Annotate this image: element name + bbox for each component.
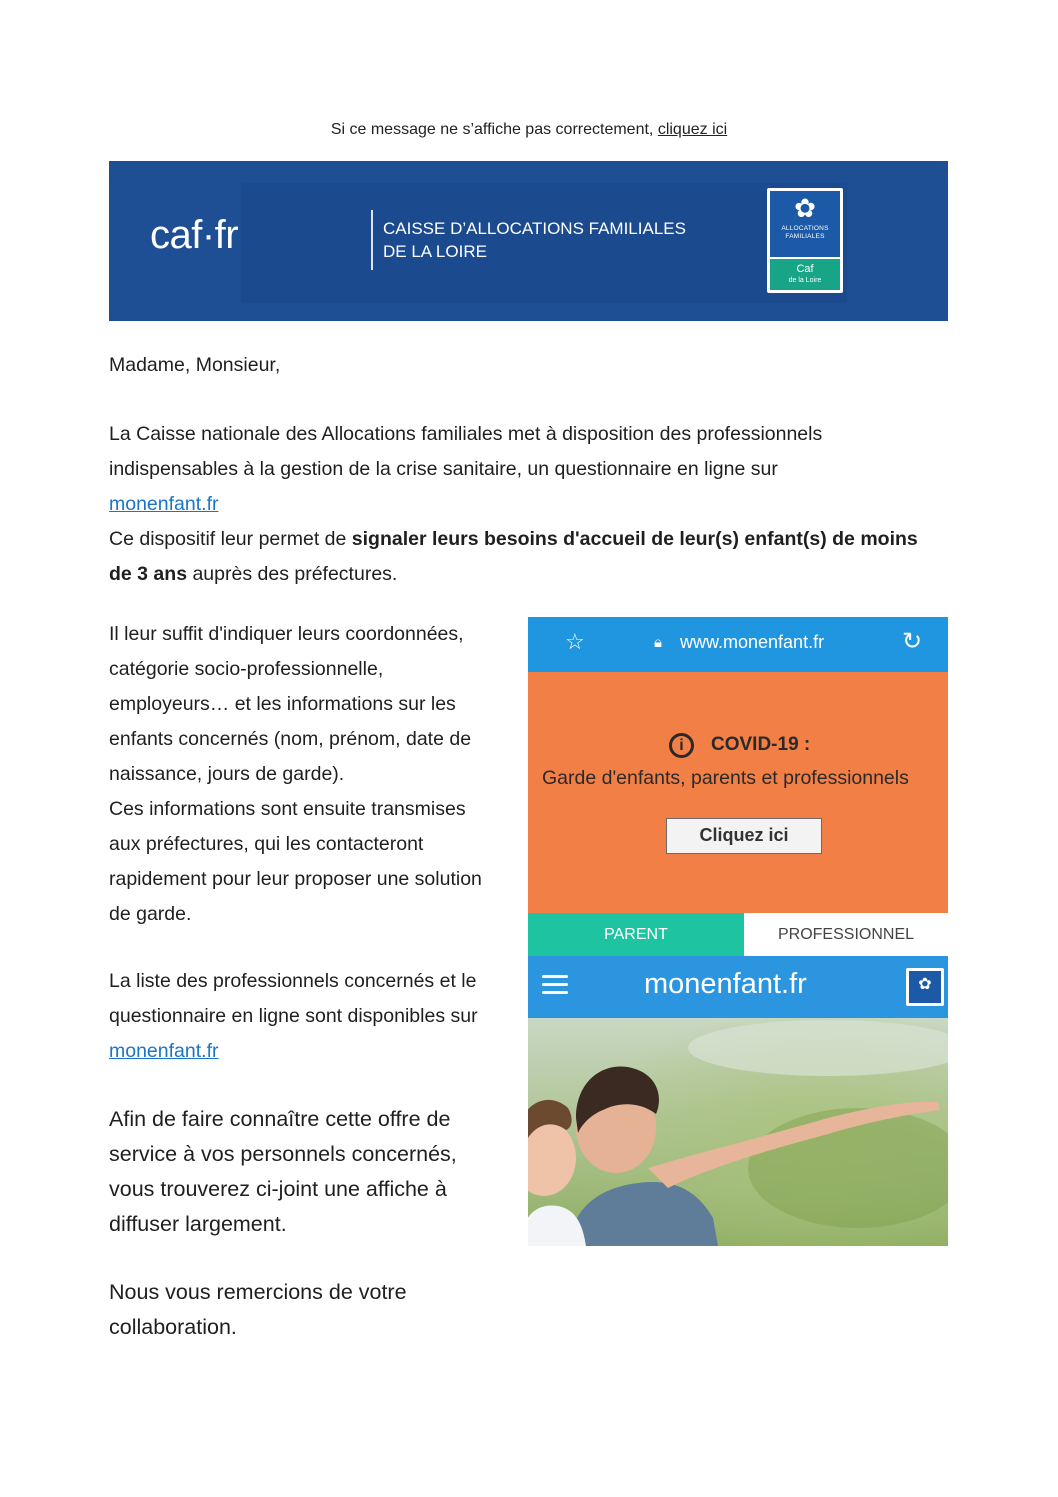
tab-professionnel: PROFESSIONNEL (744, 913, 948, 956)
paragraph-thanks (109, 1275, 524, 1345)
paragraph-details (109, 617, 524, 932)
p2-post: auprès des préfectures. (187, 563, 398, 585)
preview-notice (0, 121, 1058, 139)
monenfant-link[interactable]: monenfant.fr (109, 493, 219, 515)
poster-line: vous trouverez ci-joint une affiche à (109, 1177, 447, 1201)
caf-title-line2: DE LA LOIRE (383, 242, 487, 261)
emblem-line2: FAMILIALES (785, 233, 825, 240)
info-icon: i (669, 733, 694, 758)
view-online-link[interactable]: cliquez ici (657, 121, 728, 138)
site-logo-text: monenfant.fr (644, 968, 807, 1000)
details-line: de garde. (109, 903, 192, 925)
reload-icon: ↻ (902, 628, 923, 655)
details-line: naissance, jours de garde). (109, 763, 345, 785)
caf-title-line1: CAISSE D’ALLOCATIONS FAMILIALES (383, 219, 686, 238)
details-line: aux préfectures, qui les contacteront (109, 833, 424, 855)
thanks-line: collaboration. (109, 1315, 237, 1339)
poster-line: Afin de faire connaître cette offre de (109, 1107, 451, 1131)
greeting: Madame, Monsieur, (109, 354, 281, 376)
details-line: enfants concernés (nom, prénom, date de (109, 728, 472, 750)
covid-banner (528, 672, 948, 913)
audience-tabs (528, 913, 948, 956)
emblem-line1: ALLOCATIONS (781, 225, 829, 232)
children-photo (528, 1018, 948, 1246)
star-icon: ☆ (565, 629, 585, 654)
paragraph-intro (109, 417, 939, 592)
emblem-blue-block (770, 191, 840, 257)
details-line: Il leur suffit d'indiquer leurs coordonnées, (109, 623, 464, 645)
thanks-line: Nous vous remercions de votre (109, 1280, 407, 1304)
browser-url-bar (528, 617, 948, 672)
intro-text: La Caisse nationale des Allocations familiales met à disposition des professionnels indispensables à la gestion de la crise sanitaire, un questionnaire en ligne sur (109, 423, 823, 480)
emblem-caf: Caf (796, 263, 814, 275)
site-nav-bar (528, 956, 948, 1018)
paragraph-poster (109, 1102, 524, 1242)
emblem-sub: de la Loire (788, 277, 822, 284)
logo-divider (371, 210, 373, 270)
lock-icon: 🔒︎ (654, 634, 662, 651)
tab-parent: PARENT (528, 913, 744, 956)
poster-line: diffuser largement. (109, 1212, 287, 1236)
caf-logo-icon: ✿ (906, 968, 944, 1006)
caf-fr-logo: caf·fr (150, 213, 239, 257)
details-line: Ces informations sont ensuite transmises (109, 798, 466, 820)
covid-title: COVID-19 : (711, 734, 811, 755)
list-line: questionnaire en ligne sont disponibles sur (109, 1005, 478, 1027)
monenfant-link-2[interactable]: monenfant.fr (109, 1040, 219, 1062)
caf-emblem-logo (767, 188, 843, 293)
covid-subtitle: Garde d'enfants, parents et professionnels (542, 767, 909, 789)
url-text: www.monenfant.fr (680, 632, 825, 652)
covid-cta-button: Cliquez ici (666, 818, 822, 854)
list-line: La liste des professionnels concernés et le (109, 970, 477, 992)
paragraph-list (109, 964, 524, 1069)
details-line: catégorie socio-professionnelle, (109, 658, 384, 680)
caf-title (383, 217, 686, 263)
emblem-green-block (770, 259, 840, 290)
poster-line: service à vos personnels concernés, (109, 1142, 457, 1166)
monenfant-screenshot[interactable] (528, 617, 948, 1246)
menu-icon (542, 975, 568, 999)
details-line: rapidement pour leur proposer une solution (109, 868, 482, 890)
p2-pre: Ce dispositif leur permet de (109, 528, 352, 550)
notice-text: Si ce message ne s’affiche pas correctement, (330, 121, 654, 138)
family-icon: ✿ (794, 193, 816, 223)
details-line: employeurs… et les informations sur les (109, 693, 456, 715)
p2-bold: signaler leurs besoins d'accueil de leur(s) enfant(s) de moins de 3 ans (109, 528, 918, 585)
